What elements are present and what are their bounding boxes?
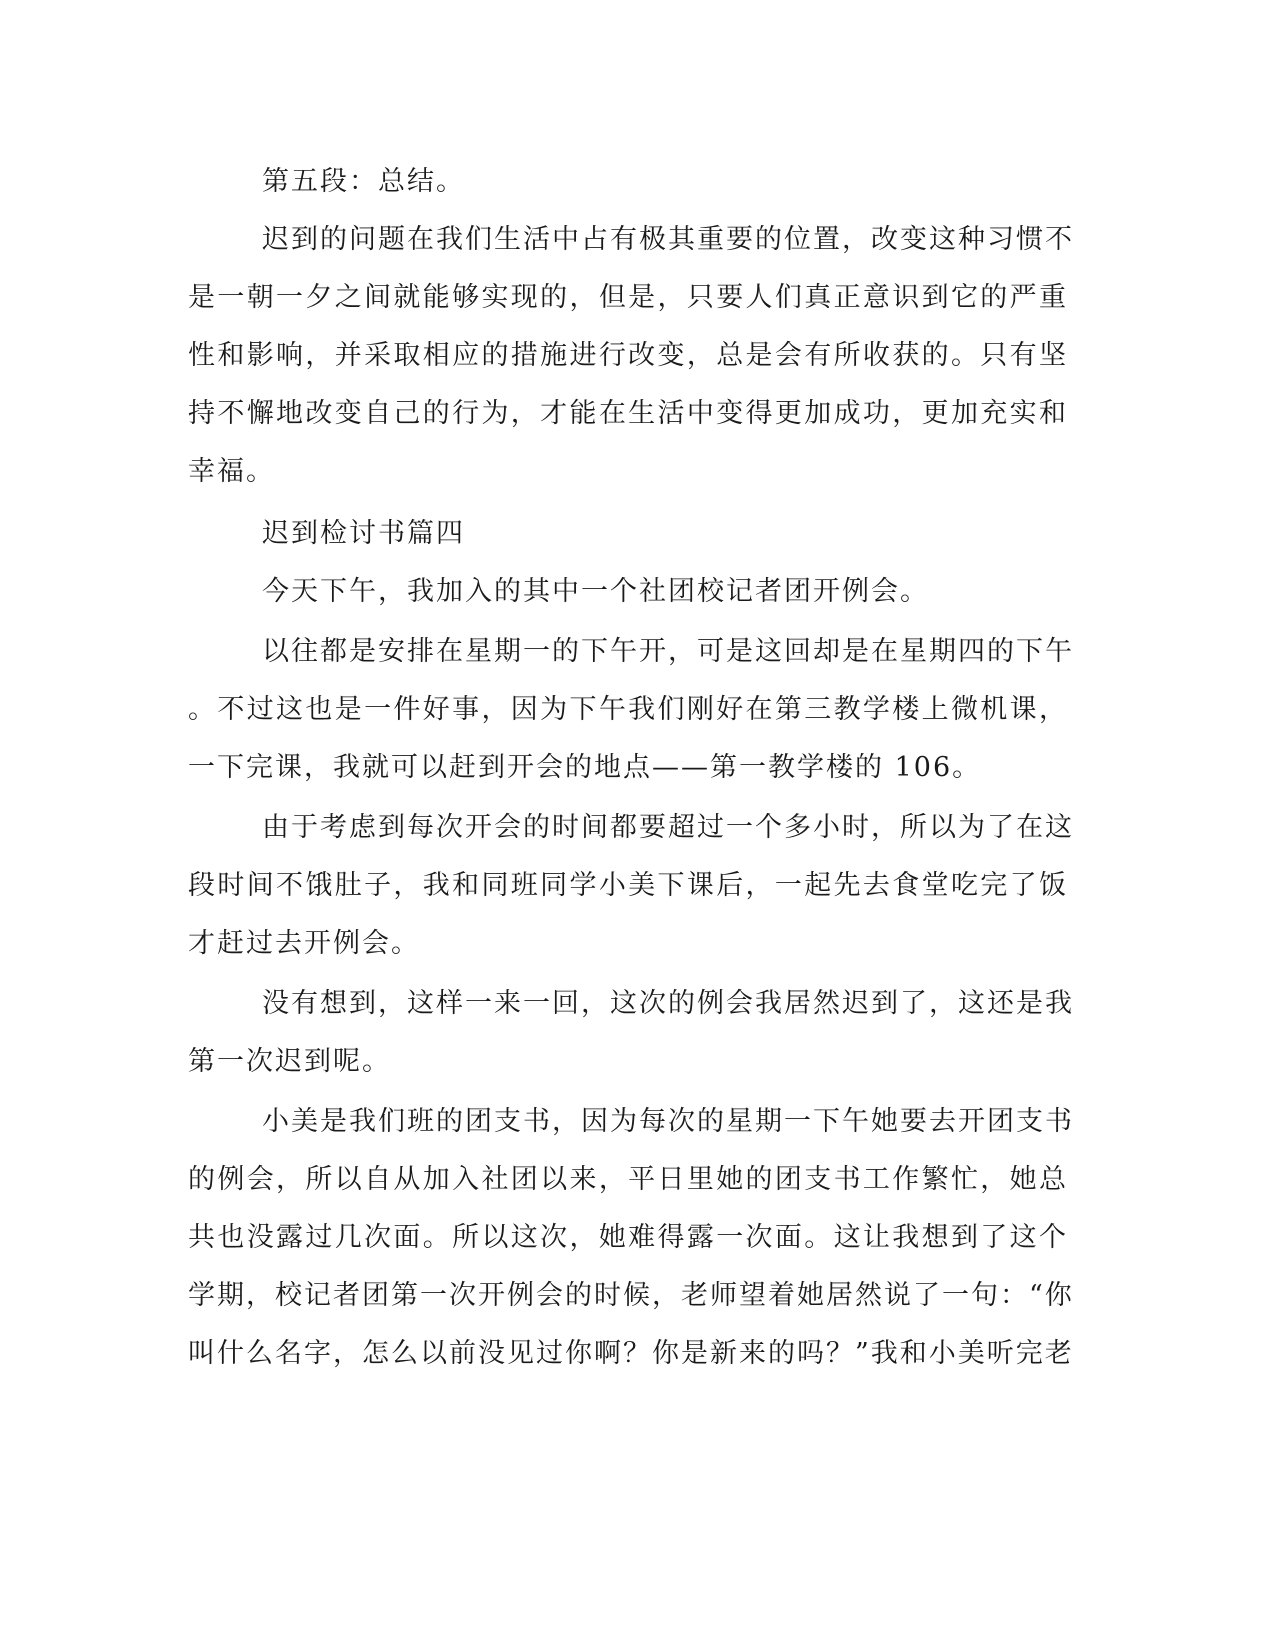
paragraph-line: 共也没露过几次面。所以这次，她难得露一次面。这让我想到了这个 (188, 1222, 1068, 1253)
paragraph-line: 迟到的问题在我们生活中占有极其重要的位置，改变这种习惯不 (262, 224, 1074, 255)
paragraph-line: 一下完课，我就可以赶到开会的地点——第一教学楼的 106。 (188, 752, 982, 783)
paragraph-line: 幸福。 (188, 456, 275, 487)
paragraph-line: 第一次迟到呢。 (188, 1046, 391, 1077)
paragraph-line: 学期，校记者团第一次开例会的时候，老师望着她居然说了一句：“你 (188, 1280, 1074, 1311)
chapter-title: 迟到检讨书篇四 (262, 518, 465, 549)
paragraph-line: 持不懈地改变自己的行为，才能在生活中变得更加成功，更加充实和 (188, 398, 1068, 429)
paragraph-line: 性和影响，并采取相应的措施进行改变，总是会有所收获的。只有坚 (188, 340, 1068, 371)
paragraph-line: 今天下午，我加入的其中一个社团校记者团开例会。 (262, 576, 929, 607)
paragraph-line: 由于考虑到每次开会的时间都要超过一个多小时，所以为了在这 (262, 812, 1074, 843)
paragraph-line: 是一朝一夕之间就能够实现的，但是，只要人们真正意识到它的严重 (188, 282, 1068, 313)
section-heading: 第五段：总结。 (262, 166, 465, 197)
paragraph-line: 叫什么名字，怎么以前没见过你啊？你是新来的吗？”我和小美听完老 (188, 1338, 1074, 1369)
paragraph-line: 。不过这也是一件好事，因为下午我们刚好在第三教学楼上微机课， (188, 694, 1068, 725)
paragraph-line: 段时间不饿肚子，我和同班同学小美下课后，一起先去食堂吃完了饭 (188, 870, 1068, 901)
paragraph-line: 以往都是安排在星期一的下午开，可是这回却是在星期四的下午 (262, 636, 1074, 667)
paragraph-line: 才赶过去开例会。 (188, 928, 420, 959)
paragraph-line: 的例会，所以自从加入社团以来，平日里她的团支书工作繁忙，她总 (188, 1164, 1068, 1195)
paragraph-line: 小美是我们班的团支书，因为每次的星期一下午她要去开团支书 (262, 1106, 1074, 1137)
paragraph-line: 没有想到，这样一来一回，这次的例会我居然迟到了，这还是我 (262, 988, 1074, 1019)
